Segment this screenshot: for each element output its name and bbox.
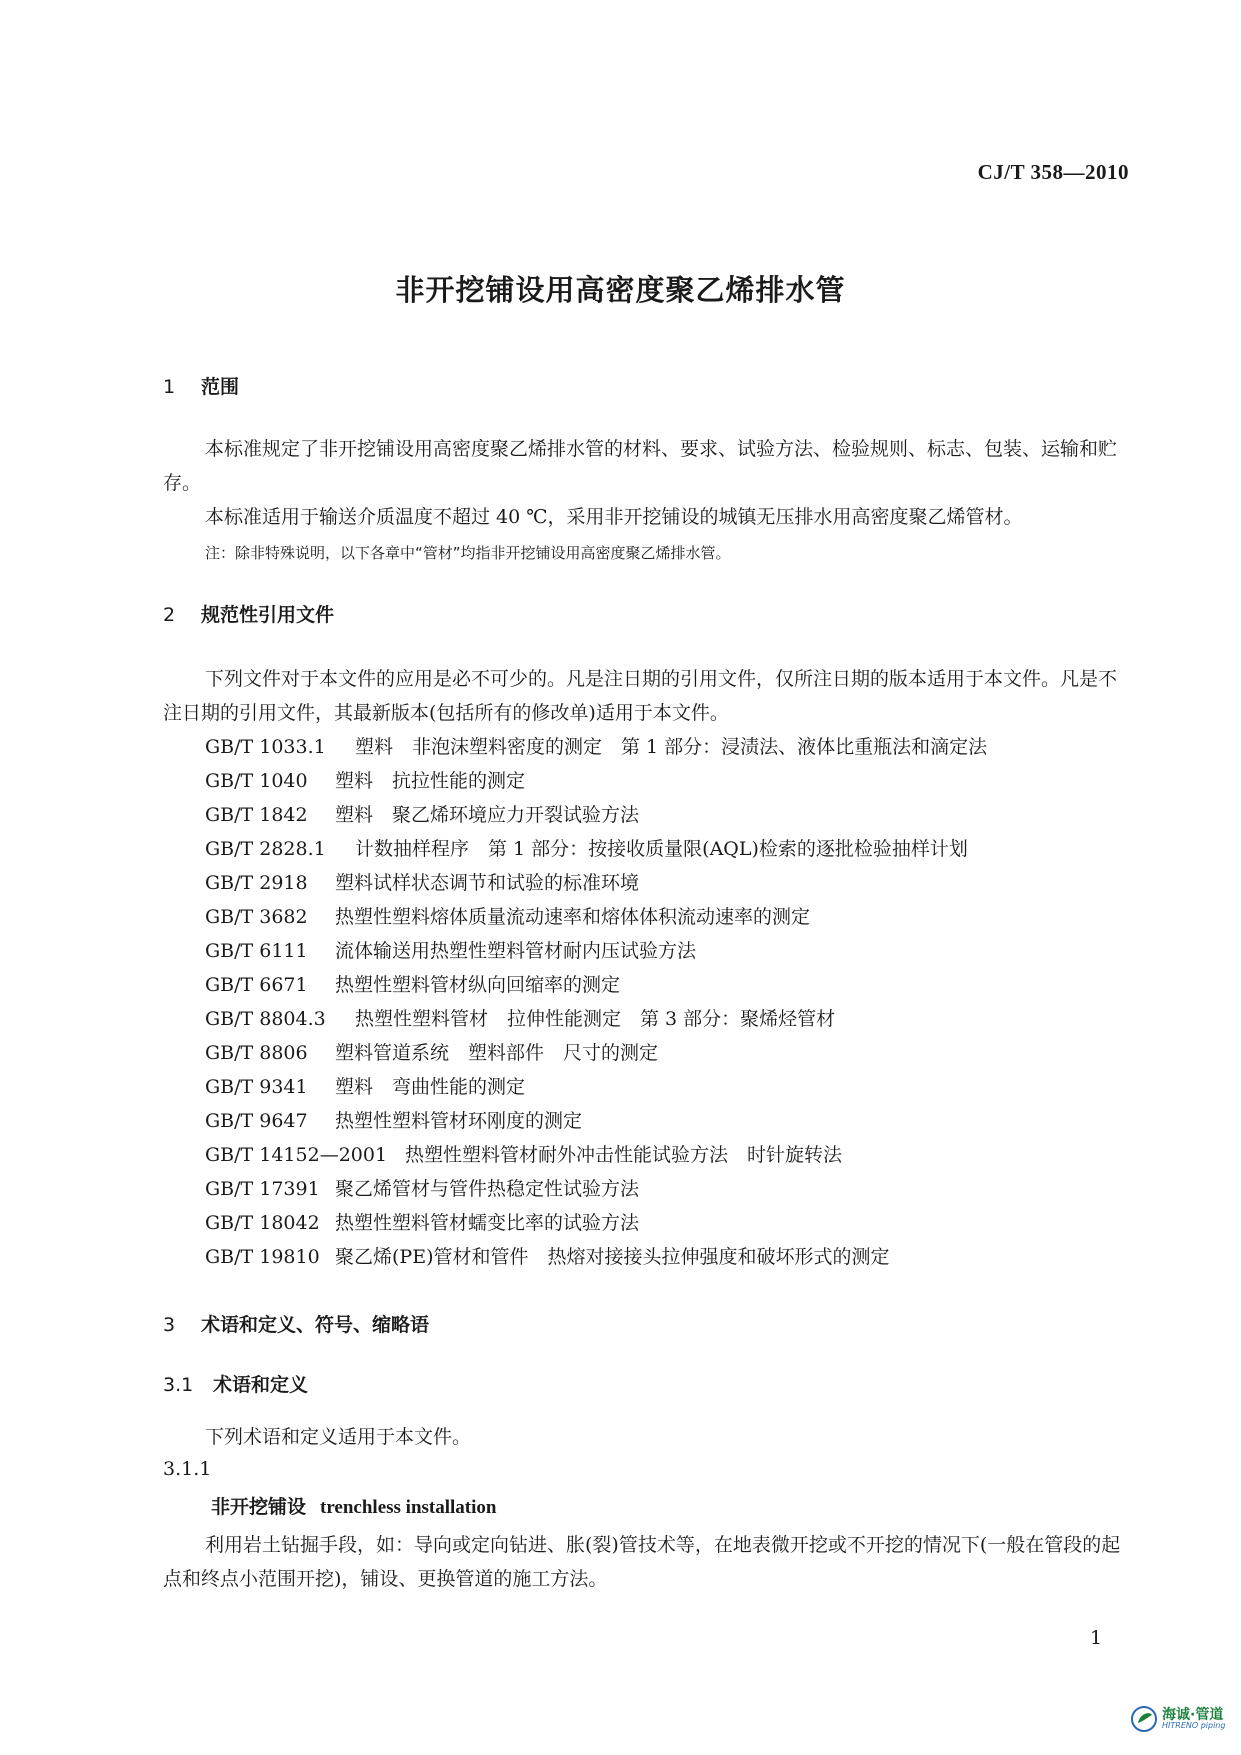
reference-item	[205, 1038, 658, 1065]
reference-item	[205, 1004, 835, 1031]
reference-title: 塑料试样状态调节和试验的标准环境	[335, 872, 640, 894]
reference-title: 热塑性塑料管材纵向回缩率的测定	[335, 974, 621, 996]
section-2-heading	[163, 600, 334, 627]
section-number: 3	[163, 1314, 176, 1336]
section-3-heading	[163, 1310, 429, 1337]
publisher-logo	[1130, 1705, 1225, 1733]
subsection-title: 术语和定义	[213, 1374, 309, 1396]
section-title: 规范性引用文件	[201, 604, 335, 626]
reference-code: GB/T 9647	[205, 1110, 308, 1132]
reference-title: 热塑性塑料管材耐外冲击性能试验方法 时针旋转法	[405, 1144, 843, 1166]
reference-code: GB/T 18042	[205, 1212, 320, 1234]
reference-item	[205, 732, 987, 759]
reference-item	[205, 834, 968, 861]
term-name-cn: 非开挖铺设	[211, 1496, 307, 1518]
reference-code: GB/T 8806	[205, 1042, 308, 1064]
page-number: 1	[1090, 1627, 1103, 1649]
reference-code: GB/T 2918	[205, 872, 308, 894]
scope-paragraph-2: 本标准适用于输送介质温度不超过 40 ℃，采用非开挖铺设的城镇无压排水用高密度聚乙烯管材。	[205, 506, 1023, 528]
reference-item	[205, 902, 810, 929]
reference-title: 塑料 非泡沫塑料密度的测定 第 1 部分：浸渍法、液体比重瓶法和滴定法	[355, 736, 988, 758]
reference-title: 热塑性塑料管材环刚度的测定	[335, 1110, 583, 1132]
reference-title: 流体输送用热塑性塑料管材耐内压试验方法	[335, 940, 697, 962]
reference-title: 塑料 聚乙烯环境应力开裂试验方法	[335, 804, 640, 826]
reference-item	[205, 1106, 582, 1133]
section-title: 范围	[201, 376, 240, 398]
reference-item	[205, 1072, 525, 1099]
term-definition: 利用岩土钻掘手段，如：导向或定向钻进、胀(裂)管技术等，在地表微开挖或不开挖的情况下(一般在管段的起点和终点小范围开挖)，铺设、更换管道的施工方法。	[163, 1534, 1121, 1590]
reference-code: GB/T 1842	[205, 804, 308, 826]
term-name	[211, 1492, 496, 1519]
reference-code: GB/T 19810	[205, 1246, 320, 1268]
reference-code: GB/T 3682	[205, 906, 308, 928]
reference-item	[205, 1242, 889, 1269]
reference-code: GB/T 6111	[205, 940, 308, 962]
reference-item	[205, 1174, 639, 1201]
reference-title: 热塑性塑料熔体质量流动速率和熔体体积流动速率的测定	[335, 906, 811, 928]
reference-item	[205, 800, 639, 827]
section-number: 2	[163, 604, 176, 626]
terms-intro: 下列术语和定义适用于本文件。	[205, 1426, 472, 1448]
reference-title: 塑料 弯曲性能的测定	[335, 1076, 526, 1098]
reference-item	[205, 970, 620, 997]
reference-item	[205, 1208, 639, 1235]
logo-name-cn: 海诚·管道	[1162, 1707, 1224, 1723]
reference-title: 热塑性塑料管材 拉伸性能测定 第 3 部分：聚烯烃管材	[355, 1008, 836, 1030]
logo-text	[1162, 1708, 1225, 1730]
reference-item	[205, 1140, 842, 1167]
reference-item	[205, 936, 696, 963]
section-1-heading	[163, 372, 239, 399]
document-title: 非开挖铺设用高密度聚乙烯排水管	[395, 273, 846, 307]
reference-title: 塑料管道系统 塑料部件 尺寸的测定	[335, 1042, 659, 1064]
reference-code: GB/T 17391	[205, 1178, 320, 1200]
reference-code: GB/T 9341	[205, 1076, 308, 1098]
subsection-3-1-heading	[163, 1370, 308, 1397]
reference-code: GB/T 6671	[205, 974, 308, 996]
reference-title: 聚乙烯管材与管件热稳定性试验方法	[335, 1178, 640, 1200]
term-name-en: trenchless installation	[320, 1497, 497, 1518]
section-number: 1	[163, 376, 176, 398]
reference-code: GB/T 1033.1	[205, 736, 326, 758]
references-intro: 下列文件对于本文件的应用是必不可少的。凡是注日期的引用文件，仅所注日期的版本适用于本文件。凡是不注日期的引用文件，其最新版本(包括所有的修改单)适用于本文件。	[163, 668, 1118, 724]
reference-title: 热塑性塑料管材蠕变比率的试验方法	[335, 1212, 640, 1234]
logo-leaf-icon	[1130, 1705, 1158, 1733]
section-title: 术语和定义、符号、缩略语	[201, 1314, 430, 1336]
reference-code: GB/T 14152—2001	[205, 1144, 388, 1166]
subsection-number: 3.1	[163, 1374, 194, 1396]
reference-title: 塑料 抗拉性能的测定	[335, 770, 526, 792]
standard-code: CJ/T 358—2010	[977, 160, 1129, 184]
scope-note: 注：除非特殊说明，以下各章中“管材”均指非开挖铺设用高密度聚乙烯排水管。	[205, 544, 731, 562]
reference-code: GB/T 8804.3	[205, 1008, 326, 1030]
term-number: 3.1.1	[163, 1458, 212, 1480]
reference-code: GB/T 2828.1	[205, 838, 326, 860]
logo-name-en: HITRENO piping	[1162, 1721, 1226, 1730]
reference-title: 聚乙烯(PE)管材和管件 热熔对接接头拉伸强度和破坏形式的测定	[335, 1246, 890, 1268]
reference-code: GB/T 1040	[205, 770, 308, 792]
reference-item	[205, 766, 525, 793]
reference-item	[205, 868, 639, 895]
scope-paragraph-1: 本标准规定了非开挖铺设用高密度聚乙烯排水管的材料、要求、试验方法、检验规则、标志、包装、运输和贮存。	[163, 438, 1118, 494]
reference-title: 计数抽样程序 第 1 部分：按接收质量限(AQL)检索的逐批检验抽样计划	[355, 838, 968, 860]
